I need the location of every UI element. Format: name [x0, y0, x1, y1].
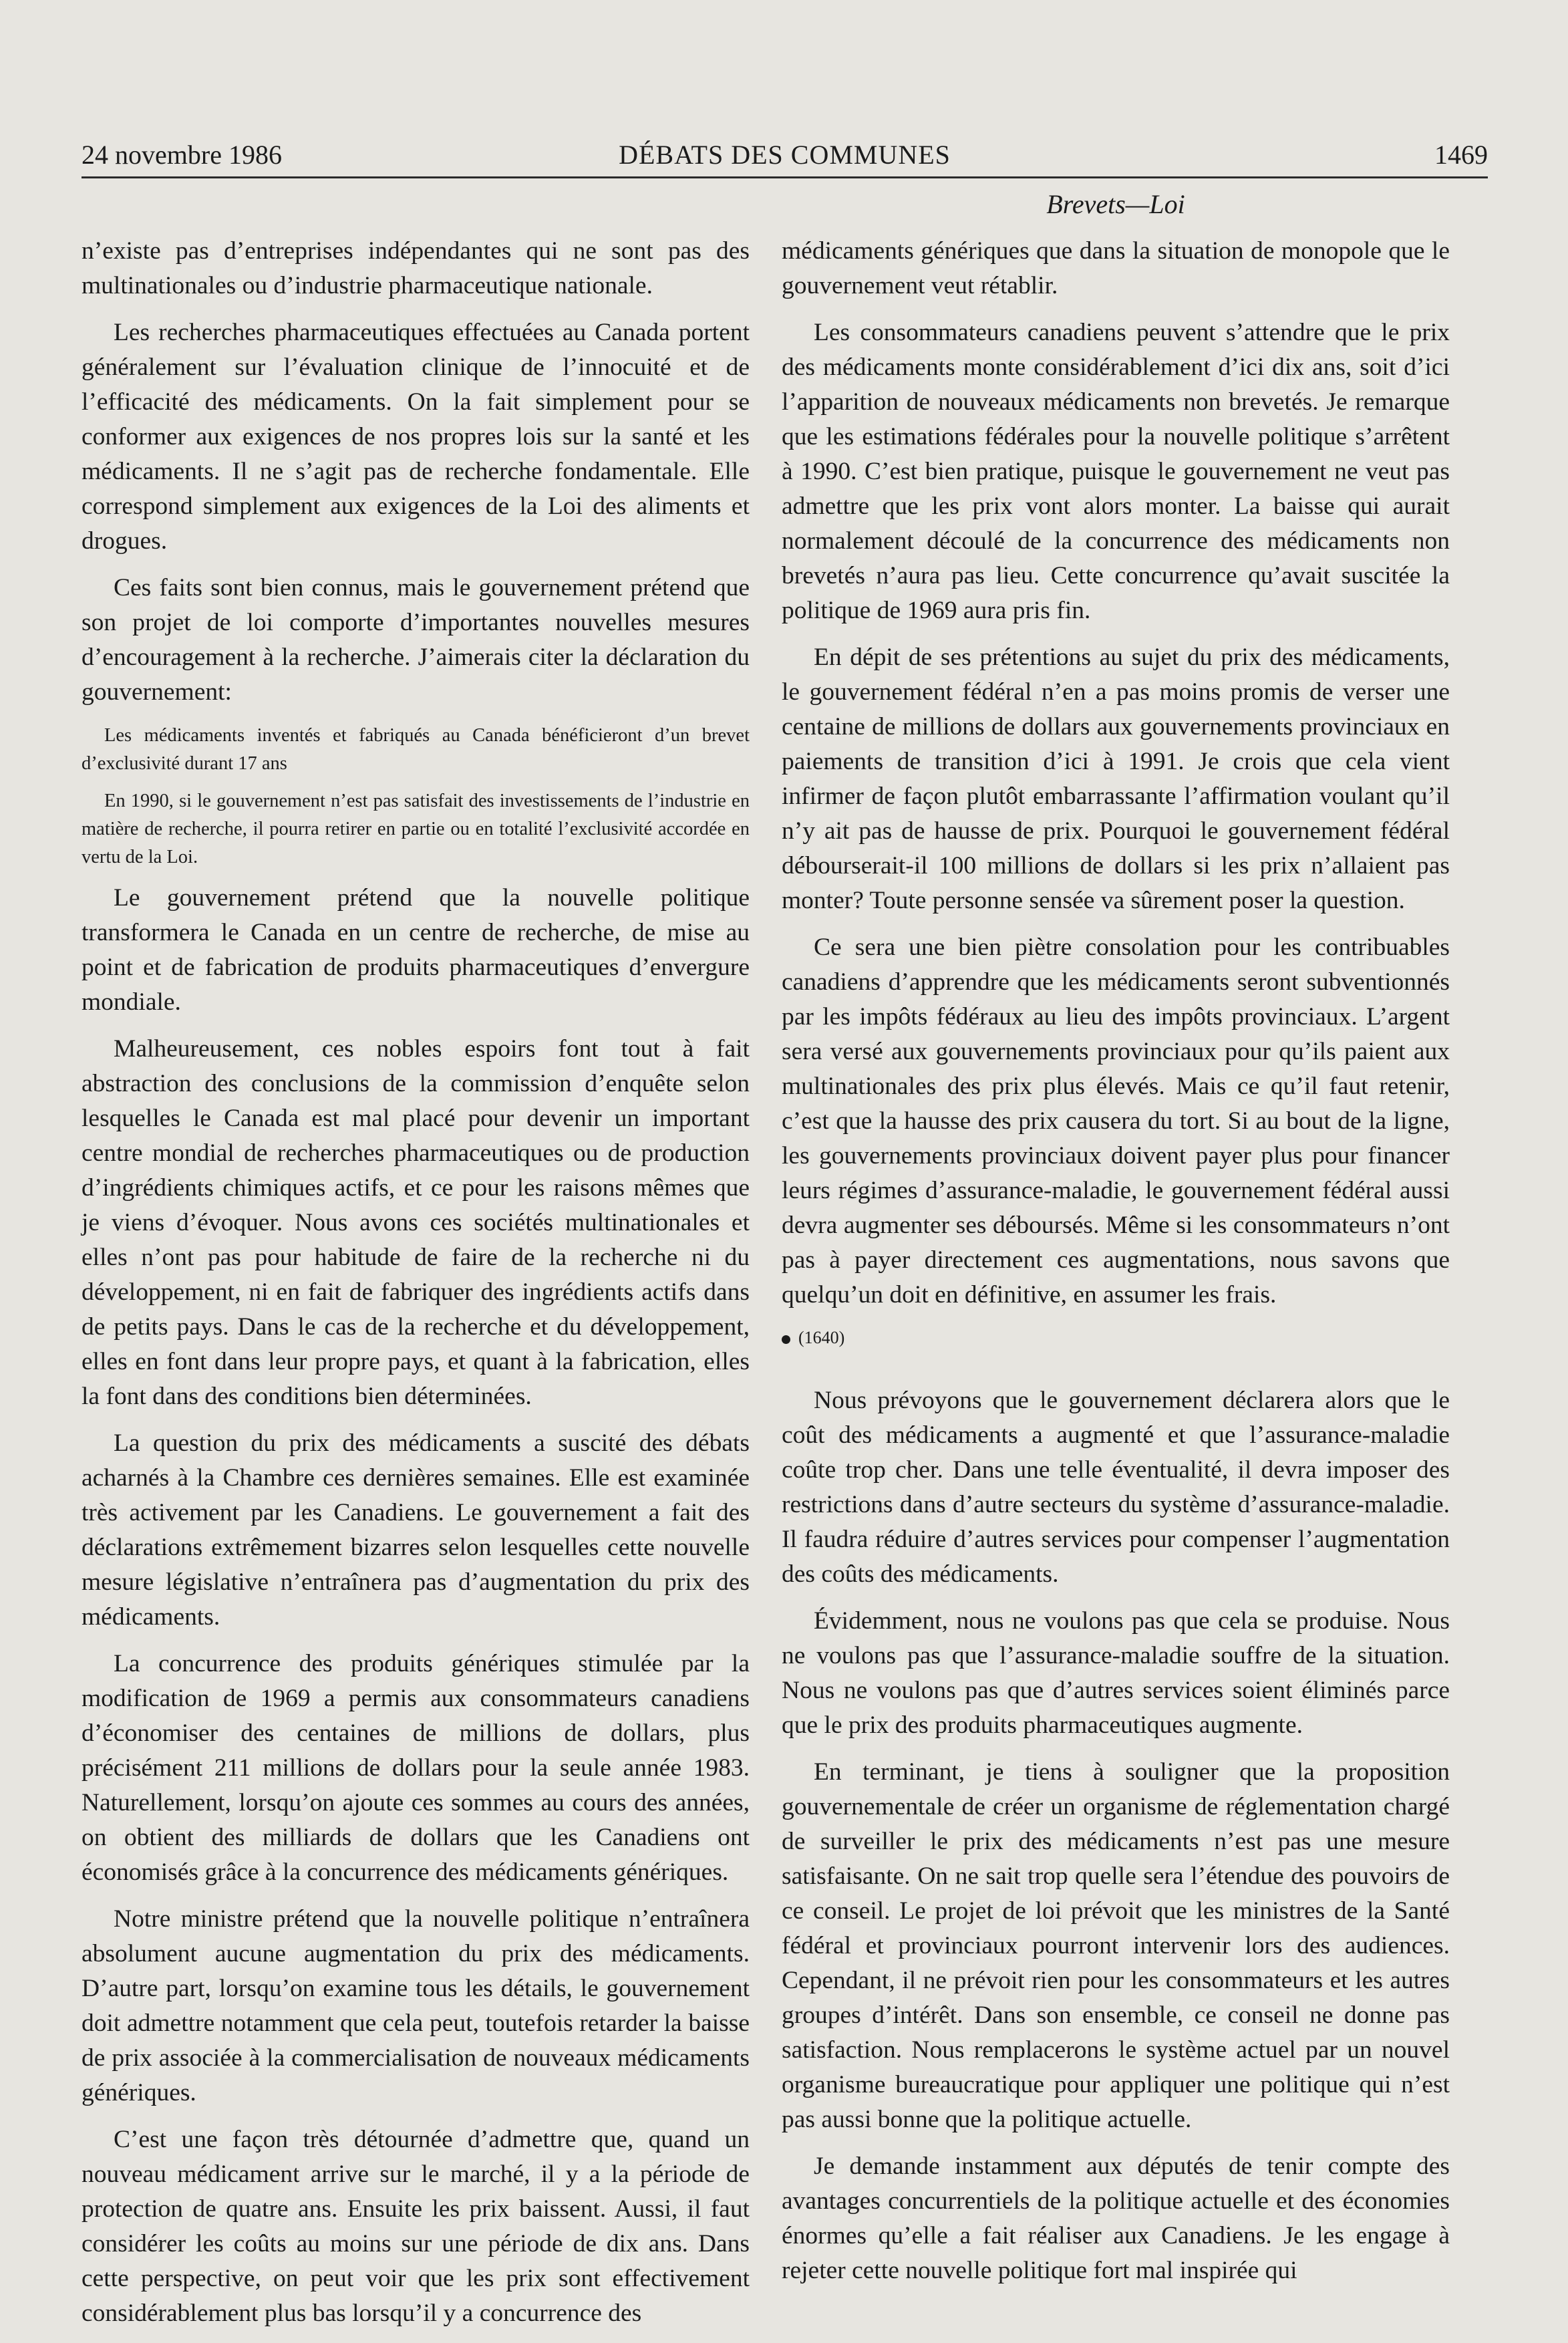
paragraph: Notre ministre prétend que la nouvelle politique n’entraînera absolument aucune augmentation du prix des médicaments. D’autre part, lorsqu’on examine tous les détails, le gouvernement doit admettre notamment que cela peut, toutefois retarder la baisse de prix associée à la commercialisation de nouveaux médicaments génériques. [82, 1905, 750, 2106]
paragraph: Ces faits sont bien connus, mais le gouvernement prétend que son projet de loi comporte d’importantes nouvelles mesures d’encouragement à la recherche. J’aimerais citer la déclaration du gouvernement: [82, 574, 750, 706]
paragraph: Ce sera une bien piètre consolation pour les contribuables canadiens d’apprendre que les médicaments seront subventionnés par les impôts fédéraux au lieu des impôts provinciaux. L’argent sera versé aux gouvernements provinciaux pour qu’ils paient aux multinationales des prix plus élevés. Mais ce qu’il faut retenir, c’est que la hausse des prix causera du tort. Si au bout de la ligne, les gouvernements provinciaux doivent payer plus pour financer leurs régimes d’assurance-maladie, le gouvernement fédéral aussi devra augmenter ses déboursés. Même si les consommateurs n’ont pas à payer directement ces augmentations, nous savons que quelqu’un doit en définitive, en assumer les frais. [782, 934, 1450, 1308]
paragraph: Nous prévoyons que le gouvernement déclarera alors que le coût des médicaments a augmenté et que l’assurance-maladie coûte trop cher. Dans une telle éventualité, il devra imposer des restrictions dans d’autre secteurs du système d’assurance-maladie. Il faudra réduire d’autres services pour compenser l’augmentation des coûts des médicaments. [782, 1387, 1450, 1588]
paragraph: La concurrence des produits génériques stimulée par la modification de 1969 a permis aux consommateurs canadiens d’économiser des centaines de millions de dollars, plus précisément 211 millions de dollars pour la seule année 1983. Naturellement, lorsqu’on ajoute ces sommes au cours des années, on obtient des milliards de dollars que les Canadiens ont économisés grâce à la concurrence des médicaments génériques. [82, 1650, 750, 1886]
paragraph: C’est une façon très détournée d’admettre que, quand un nouveau médicament arrive sur le marché, il y a la période de protection de quatre ans. Ensuite les prix baissent. Aussi, il faut considérer les coûts au moins sur une période de dix ans. Dans cette perspective, on peut voir que les prix sont effectivement considérablement plus bas lorsqu’il y a concurrence des [82, 2126, 750, 2327]
running-head: Brevets—Loi [1046, 189, 1185, 219]
header-date: 24 novembre 1986 [82, 140, 282, 170]
right-column [782, 234, 1450, 2300]
page-number: 1469 [1434, 140, 1488, 170]
paragraph: Les consommateurs canadiens peuvent s’attendre que le prix des médicaments monte considérablement d’ici dix ans, soit d’ici l’apparition de nouveaux médicaments non brevetés. Je remarque que les estimations fédérales pour la nouvelle politique s’arrêtent à 1990. C’est bien pratique, puisque le gouvernement ne veut pas admettre que les prix vont alors monter. La baisse qui aurait normalement découlé de la concurrence des médicaments non brevetés n’aura pas lieu. Cette concurrence qu’avait suscitée la politique de 1969 aura pris fin. [782, 319, 1450, 624]
quotation: En 1990, si le gouvernement n’est pas satisfait des investissements de l’industrie en matière de recherche, il pourra retirer en partie ou en totalité l’exclusivité accordée en vertu de la Loi. [82, 791, 750, 867]
header-title: DÉBATS DES COMMUNES [619, 140, 951, 170]
time-marker [782, 1325, 1450, 1351]
paragraph: Le gouvernement prétend que la nouvelle politique transformera le Canada en un centre de recherche, de mise au point et de fabrication de produits pharmaceutiques d’envergure mondiale. [82, 884, 750, 1016]
paragraph: En dépit de ses prétentions au sujet du prix des médicaments, le gouvernement fédéral n’en a pas moins promis de verser une centaine de millions de dollars aux gouvernements provinciaux en paiements de transition d’ici à 1991. Je crois que cela vient infirmer de façon plutôt embarrassante l’affirmation voulant qu’il n’y ait pas de hausse de prix. Pourquoi le gouvernement fédéral débourserait-il 100 millions de dollars si les prix n’allaient pas monter? Toute personne sensée va sûrement poser la question. [782, 644, 1450, 914]
paragraph: médicaments génériques que dans la situation de monopole que le gouvernement veut rétablir. [782, 237, 1450, 299]
paragraph: La question du prix des médicaments a suscité des débats acharnés à la Chambre ces dernières semaines. Elle est examinée très activement par les Canadiens. Le gouvernement a fait des déclarations extrêmement bizarres selon lesquelles cette nouvelle mesure législative n’entraînera pas d’augmentation du prix des médicaments. [82, 1429, 750, 1631]
paragraph: Je demande instamment aux députés de tenir compte des avantages concurrentiels de la politique actuelle et des économies énormes qu’elle a fait réaliser aux Canadiens. Je les engage à rejeter cette nouvelle politique fort mal inspirée qui [782, 2153, 1450, 2284]
paragraph: En terminant, je tiens à souligner que la proposition gouvernementale de créer un organisme de réglementation chargé de surveiller le prix des médicaments n’est pas une mesure satisfaisante. On ne sait trop quelle sera l’étendue des pouvoirs de ce conseil. Le projet de loi prévoit que les ministres de la Santé fédéral et provinciaux pourront intervenir lors des audiences. Cependant, il ne prévoit rien pour les consommateurs et les autres groupes d’intérêt. Dans son ensemble, ce conseil ne donne pas satisfaction. Nous remplacerons le système actuel par un nouvel organisme bureaucratique pour appliquer une politique qui n’est pas aussi bonne que la politique actuelle. [782, 1758, 1450, 2133]
time-marker-text: (1640) [798, 1328, 845, 1347]
paragraph: n’existe pas d’entreprises indépendantes qui ne sont pas des multinationales ou d’industrie pharmaceutique nationale. [82, 237, 750, 299]
left-column [82, 234, 750, 2343]
paragraph: Malheureusement, ces nobles espoirs font tout à fait abstraction des conclusions de la commission d’enquête selon lesquelles le Canada est mal placé pour devenir un important centre mondial de recherches pharmaceutiques ou de production d’ingrédients chimiques actifs, et ce pour les raisons mêmes que je viens d’évoquer. Nous avons ces sociétés multinationales et elles n’ont pas pour habitude de faire de la recherche ni du développement, ni en fait de fabriquer des ingrédients actifs dans de petits pays. Dans le cas de la recherche et du développement, elles en font dans leur propre pays, et quant à la fabrication, elles la font dans des conditions bien déterminées. [82, 1035, 750, 1410]
quotation: Les médicaments inventés et fabriqués au Canada bénéficieront d’un brevet d’exclusivité durant 17 ans [82, 725, 750, 774]
paragraph: Les recherches pharmaceutiques effectuées au Canada portent généralement sur l’évaluation clinique de l’innocuité et de l’efficacité des médicaments. On la fait simplement pour se conformer aux exigences de nos propres lois sur la santé et les médicaments. Il ne s’agit pas de recherche fondamentale. Elle correspond simplement aux exigences de la Loi des aliments et drogues. [82, 319, 750, 555]
bullet-icon [782, 1335, 790, 1344]
page-header [82, 139, 1488, 178]
paragraph: Évidemment, nous ne voulons pas que cela se produise. Nous ne voulons pas que l’assurance-maladie souffre de la situation. Nous ne voulons pas que d’autres services soient éliminés parce que le prix des produits pharmaceutiques augmente. [782, 1607, 1450, 1739]
